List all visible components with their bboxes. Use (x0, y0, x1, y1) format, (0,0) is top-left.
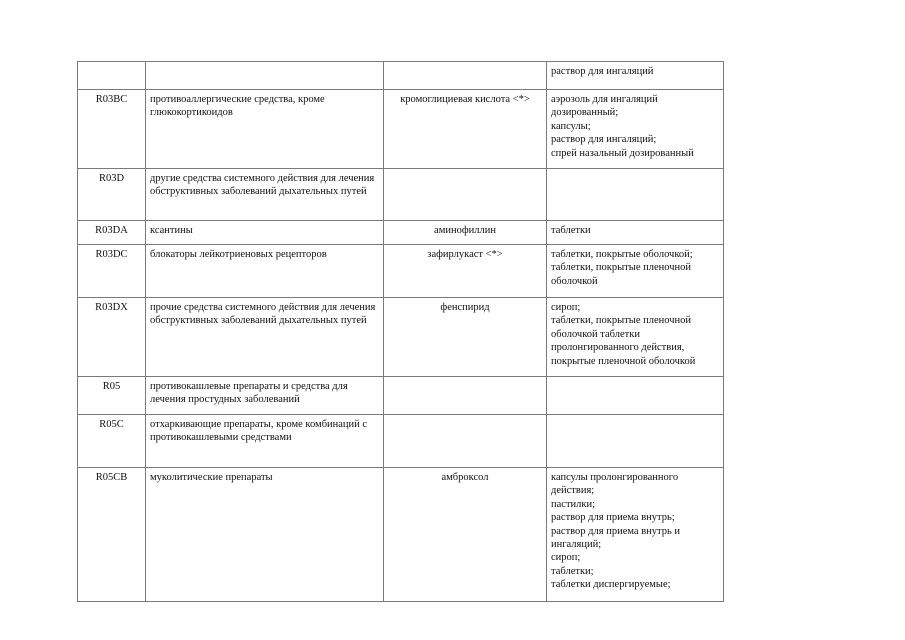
dosage-form-line: таблетки (551, 225, 591, 236)
dosage-form-line: таблетки, покрытые оболочкой; (551, 249, 693, 260)
dosage-form-line: оболочкой (551, 275, 598, 287)
table-row (78, 415, 724, 468)
dosage-form-line: ингаляций; (551, 539, 602, 551)
drug-name-cell (384, 62, 547, 90)
table-row (78, 298, 724, 377)
drug-name-cell (384, 377, 547, 415)
dosage-form-line: раствор для приема внутрь; (551, 512, 675, 524)
atc-code-cell: R05CB (78, 468, 146, 602)
group-name-cell: прочие средства системного действия для лечения обструктивных заболеваний дыхательных путей (146, 298, 384, 377)
atc-code-cell: R05 (78, 377, 146, 415)
group-name-cell (146, 62, 384, 90)
group-name-cell: противоаллергические средства, кроме глюкокортикоидов (146, 90, 384, 169)
dosage-form-line: раствор для приема внутрь и (551, 525, 681, 537)
dosage-form-cell (547, 298, 724, 377)
dosage-form-line: таблетки диспергируемые; (551, 579, 671, 591)
dosage-form-line: действия; (551, 485, 595, 497)
dosage-form-line: сироп; (551, 302, 581, 313)
drug-name-cell (384, 415, 547, 468)
dosage-form-line: сироп; (551, 552, 581, 564)
dosage-form-line: капсулы; (551, 120, 591, 132)
atc-code-cell: R05C (78, 415, 146, 468)
dosage-form-cell (547, 90, 724, 169)
dosage-form-cell (547, 415, 724, 468)
drug-name-cell: кромоглициевая кислота <*> (384, 90, 547, 169)
table-row (78, 169, 724, 221)
dosage-form-line: раствор для ингаляций; (551, 134, 657, 146)
dosage-form-line: покрытые пленочной оболочкой (551, 355, 696, 367)
dosage-form-line: аэрозоль для ингаляций (551, 94, 658, 105)
atc-code-cell: R03D (78, 169, 146, 221)
dosage-form-cell (547, 245, 724, 298)
table-row (78, 245, 724, 298)
atc-code-cell: R03DA (78, 221, 146, 245)
dosage-form-line: таблетки, покрытые пленочной (551, 262, 692, 274)
dosage-form-line: таблетки; (551, 565, 594, 577)
drug-name-cell: зафирлукаст <*> (384, 245, 547, 298)
dosage-form-line: раствор для ингаляций (551, 66, 654, 77)
dosage-form-cell (547, 169, 724, 221)
group-name-cell: противокашлевые препараты и средства для лечения простудных заболеваний (146, 377, 384, 415)
drug-name-cell: амброксол (384, 468, 547, 602)
group-name-cell: отхаркивающие препараты, кроме комбинаций с противокашлевыми средствами (146, 415, 384, 468)
table-row (78, 468, 724, 602)
group-name-cell: другие средства системного действия для лечения обструктивных заболеваний дыхательных путей (146, 169, 384, 221)
dosage-form-line: пролонгированного действия, (551, 342, 685, 354)
atc-code-cell: R03DX (78, 298, 146, 377)
table-row (78, 62, 724, 90)
drug-table (77, 61, 724, 602)
atc-code-cell: R03DC (78, 245, 146, 298)
group-name-cell: муколитические препараты (146, 468, 384, 602)
dosage-form-cell (547, 221, 724, 245)
table-row (78, 377, 724, 415)
table-row (78, 90, 724, 169)
dosage-form-line: пастилки; (551, 498, 596, 510)
dosage-form-line: спрей назальный дозированный (551, 147, 694, 159)
dosage-form-line: дозированный; (551, 107, 619, 119)
drug-name-cell: фенспирид (384, 298, 547, 377)
dosage-form-cell (547, 468, 724, 602)
dosage-form-line: капсулы пролонгированного (551, 472, 679, 483)
dosage-form-line: оболочкой таблетки (551, 328, 640, 340)
dosage-form-cell (547, 62, 724, 90)
atc-code-cell (78, 62, 146, 90)
drug-name-cell (384, 169, 547, 221)
drug-name-cell: аминофиллин (384, 221, 547, 245)
group-name-cell: ксантины (146, 221, 384, 245)
atc-code-cell: R03BC (78, 90, 146, 169)
dosage-form-cell (547, 377, 724, 415)
table-row (78, 221, 724, 245)
group-name-cell: блокаторы лейкотриеновых рецепторов (146, 245, 384, 298)
dosage-form-line: таблетки, покрытые пленочной (551, 315, 692, 327)
